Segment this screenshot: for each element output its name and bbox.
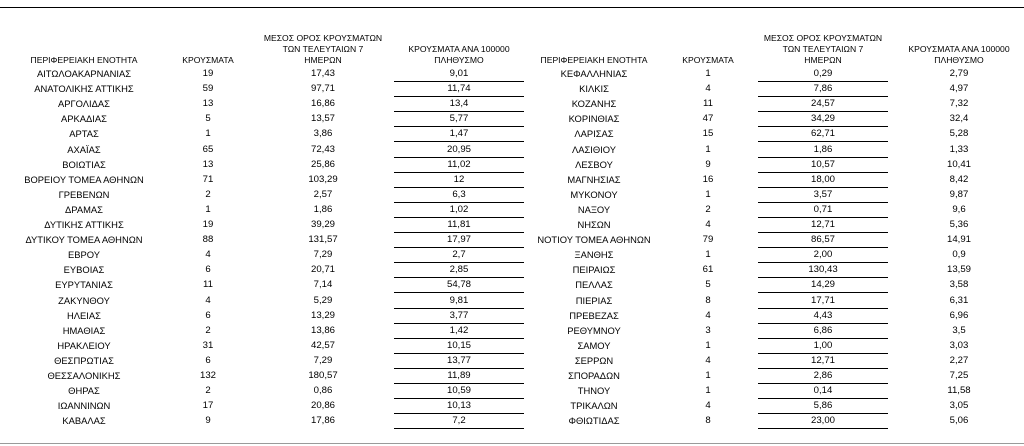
region-cell: ΛΑΡΙΣΑΣ (574, 128, 614, 140)
avg7-cell: 0,14 (758, 383, 888, 399)
region-cell: ΘΕΣΠΡΩΤΙΑΣ (54, 354, 114, 366)
avg7-cell: 13,29 (310, 309, 335, 321)
cases-cell: 9 (705, 158, 711, 170)
cases-cell: 1 (705, 249, 711, 261)
region-cell: ΤΡΙΚΑΛΩΝ (570, 400, 618, 412)
region-cell: ΜΥΚΟΝΟΥ (570, 188, 618, 200)
cases-cell: 6 (205, 309, 211, 321)
region-cell: ΔΥΤΙΚΗΣ ΑΤΤΙΚΗΣ (44, 219, 124, 230)
region-cell: ΣΠΟΡΑΔΩΝ (568, 370, 620, 381)
avg7-cell: 12,71 (758, 353, 888, 369)
per100k-cell: 7,25 (949, 370, 969, 381)
cases-cell: 2 (705, 203, 711, 215)
cases-cell: 61 (702, 264, 714, 276)
per100k-cell: 6,31 (949, 294, 969, 306)
avg7-cell: 0,86 (313, 385, 333, 397)
per100k-cell: 9,01 (394, 66, 524, 82)
avg7-cell: 20,86 (310, 400, 335, 412)
header-cases: ΚΡΟΥΣΜΑΤΑ (682, 55, 734, 65)
cases-cell: 4 (705, 83, 711, 95)
region-cell: ΔΡΑΜΑΣ (65, 203, 103, 215)
region-cell: ΑΧΑΪΑΣ (67, 143, 101, 155)
cases-cell: 4 (705, 400, 711, 412)
region-cell: ΕΒΡΟΥ (67, 249, 100, 261)
region-cell: ΛΑΣΙΘΙΟΥ (571, 143, 617, 155)
cases-cell: 65 (202, 143, 214, 155)
per100k-cell: 3,77 (394, 308, 524, 324)
region-cell: ΚΑΒΑΛΑΣ (62, 415, 106, 427)
cases-cell: 8 (705, 415, 711, 427)
region-cell: ΗΡΑΚΛΕΙΟΥ (57, 339, 111, 351)
per100k-cell: 6,3 (394, 187, 524, 203)
cases-cell: 13 (202, 158, 214, 170)
region-cell: ΕΥΒΟΙΑΣ (63, 264, 105, 276)
per100k-cell: 11,74 (394, 81, 524, 97)
region-cell: ΘΗΡΑΣ (68, 385, 100, 397)
cases-cell: 31 (202, 339, 214, 351)
cases-cell: 1 (705, 385, 711, 397)
per100k-cell: 3,58 (949, 279, 969, 291)
cases-cell: 79 (702, 234, 714, 246)
cases-cell: 19 (202, 219, 214, 230)
avg7-cell: 2,86 (758, 368, 888, 384)
avg7-cell: 86,57 (758, 232, 888, 248)
cases-cell: 1 (705, 339, 711, 351)
per100k-cell: 54,78 (394, 277, 524, 293)
top-rule (0, 7, 1024, 8)
cases-cell: 4 (205, 294, 211, 306)
cases-cell: 6 (205, 264, 211, 276)
region-cell: ΠΡΕΒΕΖΑΣ (569, 309, 619, 321)
per100k-cell: 8,42 (949, 173, 969, 185)
cases-cell: 8 (705, 294, 711, 306)
per100k-cell: 5,06 (949, 415, 969, 427)
per100k-cell: 10,59 (394, 383, 524, 399)
avg7-cell: 72,43 (310, 143, 335, 155)
per100k-cell: 1,02 (394, 202, 524, 218)
avg7-cell: 16,86 (310, 98, 335, 110)
per100k-cell: 13,4 (394, 96, 524, 112)
avg7-cell: 180,57 (308, 370, 338, 381)
region-cell: ΜΑΓΝΗΣΙΑΣ (567, 173, 621, 185)
per100k-cell: 2,79 (949, 68, 969, 79)
per100k-cell: 2,27 (949, 354, 969, 366)
cases-cell: 17 (202, 400, 214, 412)
avg7-cell: 20,71 (310, 264, 335, 276)
header-region: ΠΕΡΙΦΕΡΕΙΑΚΗ ΕΝΟΤΗΤΑ (30, 55, 138, 65)
cases-cell: 132 (199, 370, 216, 381)
per100k-cell: 20,95 (394, 142, 524, 158)
per100k-cell: 9,87 (949, 188, 969, 200)
region-cell: ΠΙΕΡΙΑΣ (575, 294, 613, 306)
region-cell: ΚΙΛΚΙΣ (579, 83, 609, 95)
avg7-cell: 12,71 (758, 217, 888, 233)
cases-cell: 6 (205, 354, 211, 366)
per100k-cell: 10,15 (394, 338, 524, 354)
cases-cell: 2 (205, 188, 211, 200)
cases-cell: 15 (702, 128, 714, 140)
region-cell: ΙΩΑΝΝΙΝΩΝ (57, 400, 111, 412)
region-cell: ΑΡΚΑΔΙΑΣ (61, 113, 107, 125)
region-cell: ΤΗΝΟΥ (577, 385, 611, 397)
cases-cell: 19 (202, 68, 214, 79)
cases-cell: 71 (202, 173, 214, 185)
avg7-cell: 7,29 (313, 354, 333, 366)
region-cell: ΑΡΤΑΣ (69, 128, 99, 140)
avg7-cell: 42,57 (310, 339, 335, 351)
cases-cell: 1 (705, 188, 711, 200)
per100k-cell: 14,91 (946, 234, 971, 246)
per100k-cell: 1,33 (949, 143, 969, 155)
per100k-cell: 9,6 (952, 203, 966, 215)
per100k-cell: 13,59 (946, 264, 971, 276)
cases-cell: 9 (205, 415, 211, 427)
avg7-cell: 23,00 (758, 413, 888, 429)
region-cell: ΒΟΡΕΙΟΥ ΤΟΜΕΑ ΑΘΗΝΩΝ (24, 173, 144, 185)
region-cell: ΝΟΤΙΟΥ ΤΟΜΕΑ ΑΘΗΝΩΝ (537, 234, 651, 246)
region-cell: ΣΑΜΟΥ (577, 339, 611, 351)
per100k-cell: 5,77 (394, 111, 524, 127)
per100k-cell: 11,02 (394, 157, 524, 173)
cases-cell: 3 (705, 324, 711, 336)
region-cell: ΝΑΞΟΥ (577, 203, 611, 215)
per100k-cell: 32,4 (949, 113, 969, 125)
cases-cell: 4 (205, 249, 211, 261)
avg7-cell: 7,14 (313, 279, 333, 291)
per100k-cell: 5,28 (949, 128, 969, 140)
region-cell: ΠΕΛΛΑΣ (575, 279, 613, 291)
avg7-cell: 0,29 (758, 66, 888, 82)
cases-cell: 13 (202, 98, 214, 110)
avg7-cell: 39,29 (310, 219, 335, 230)
avg7-cell: 10,57 (758, 157, 888, 173)
avg7-cell: 5,86 (758, 398, 888, 414)
bottom-rule (0, 443, 1024, 444)
per100k-cell: 10,41 (946, 158, 971, 170)
region-cell: ΔΥΤΙΚΟΥ ΤΟΜΕΑ ΑΘΗΝΩΝ (25, 234, 143, 246)
avg7-cell: 24,57 (758, 96, 888, 112)
per100k-cell: 11,89 (394, 368, 524, 384)
region-cell: ΝΗΣΩΝ (577, 219, 611, 230)
region-cell: ΦΘΙΩΤΙΔΑΣ (568, 415, 620, 427)
region-cell: ΡΕΘΥΜΝΟΥ (567, 324, 621, 336)
region-cell: ΓΡΕΒΕΝΩΝ (58, 188, 110, 200)
per100k-cell: 5,36 (949, 219, 969, 230)
avg7-cell: 2,00 (758, 247, 888, 263)
region-cell: ΠΕΙΡΑΙΩΣ (572, 264, 616, 276)
avg7-cell: 5,29 (313, 294, 333, 306)
avg7-cell: 4,43 (758, 308, 888, 324)
cases-cell: 11 (703, 98, 713, 110)
cases-cell: 47 (702, 113, 714, 125)
region-cell: ΑΡΓΟΛΙΔΑΣ (58, 98, 110, 110)
region-cell: ΑΙΤΩΛΟΑΚΑΡΝΑΝΙΑΣ (36, 68, 132, 79)
cases-cell: 88 (202, 234, 214, 246)
avg7-cell: 13,86 (310, 324, 335, 336)
avg7-cell: 18,00 (758, 172, 888, 188)
region-cell: ΘΕΣΣΑΛΟΝΙΚΗΣ (47, 370, 121, 381)
avg7-cell: 14,29 (758, 277, 888, 293)
region-cell: ΗΛΕΙΑΣ (67, 309, 101, 321)
region-cell: ΚΟΡΙΝΘΙΑΣ (568, 113, 620, 125)
avg7-cell: 131,57 (308, 234, 338, 246)
region-cell: ΚΕΦΑΛΛΗΝΙΑΣ (560, 68, 628, 79)
avg7-cell: 130,43 (758, 262, 888, 278)
avg7-cell: 6,86 (758, 323, 888, 339)
per100k-cell: 3,05 (949, 400, 969, 412)
avg7-cell: 7,29 (313, 249, 333, 261)
region-cell: ΣΕΡΡΩΝ (574, 354, 614, 366)
avg7-cell: 25,86 (310, 158, 335, 170)
per100k-cell: 11,81 (394, 217, 524, 233)
region-cell: ΑΝΑΤΟΛΙΚΗΣ ΑΤΤΙΚΗΣ (34, 83, 134, 95)
cases-cell: 4 (705, 219, 711, 230)
region-cell: ΛΕΣΒΟΥ (575, 158, 613, 170)
per100k-cell: 3,5 (952, 324, 966, 336)
avg7-cell: 17,43 (310, 68, 335, 79)
avg7-cell: 34,29 (758, 111, 888, 127)
region-cell: ΖΑΚΥΝΘΟΥ (58, 294, 110, 306)
cases-cell: 4 (705, 309, 711, 321)
per100k-cell: 1,42 (394, 323, 524, 339)
per100k-cell: 13,77 (394, 353, 524, 369)
per100k-cell: 9,81 (394, 293, 524, 309)
avg7-cell: 7,86 (758, 81, 888, 97)
region-cell: ΗΜΑΘΙΑΣ (62, 324, 106, 336)
avg7-cell: 3,57 (758, 187, 888, 203)
avg7-cell: 103,29 (308, 173, 338, 185)
per100k-cell: 7,32 (949, 98, 969, 110)
avg7-cell: 1,86 (313, 203, 333, 215)
header-avg7: ΜΕΣΟΣ ΟΡΟΣ ΚΡΟΥΣΜΑΤΩΝ ΤΩΝ ΤΕΛΕΥΤΑΙΩΝ 7 ΗΜΕΡΩΝ (763, 33, 883, 65)
avg7-cell: 13,57 (310, 113, 335, 125)
cases-cell: 16 (702, 173, 714, 185)
avg7-cell: 97,71 (310, 83, 335, 95)
avg7-cell: 1,86 (758, 142, 888, 158)
per100k-cell: 6,96 (949, 309, 969, 321)
per100k-cell: 4,97 (949, 83, 969, 95)
cases-cell: 5 (705, 279, 711, 291)
cases-cell: 4 (705, 354, 711, 366)
cases-cell: 1 (205, 203, 211, 215)
per100k-cell: 17,97 (394, 232, 524, 248)
per100k-cell: 1,47 (394, 126, 524, 142)
cases-cell: 1 (205, 128, 211, 140)
cases-cell: 1 (705, 370, 711, 381)
header-per100k: ΚΡΟΥΣΜΑΤΑ ΑΝΑ 100000 ΠΛΗΘΥΣΜΟ (908, 44, 1010, 65)
per100k-cell: 2,7 (394, 247, 524, 263)
avg7-cell: 0,71 (758, 202, 888, 218)
cases-cell: 5 (205, 113, 211, 125)
avg7-cell: 1,00 (758, 338, 888, 354)
avg7-cell: 62,71 (758, 126, 888, 142)
avg7-cell: 17,86 (310, 415, 335, 427)
region-cell: ΒΟΙΩΤΙΑΣ (62, 158, 106, 170)
avg7-cell: 2,57 (313, 188, 333, 200)
region-cell: ΚΟΖΑΝΗΣ (571, 98, 617, 110)
avg7-cell: 3,86 (313, 128, 333, 140)
per100k-cell: 10,13 (394, 398, 524, 414)
header-avg7: ΜΕΣΟΣ ΟΡΟΣ ΚΡΟΥΣΜΑΤΩΝ ΤΩΝ ΤΕΛΕΥΤΑΙΩΝ 7 ΗΜΕΡΩΝ (263, 33, 383, 65)
region-cell: ΞΑΝΘΗΣ (574, 249, 614, 261)
per100k-cell: 7,2 (394, 413, 524, 429)
cases-cell: 59 (202, 83, 214, 95)
per100k-cell: 2,85 (394, 262, 524, 278)
region-cell: ΕΥΡΥΤΑΝΙΑΣ (55, 279, 113, 291)
per100k-cell: 12 (394, 172, 524, 188)
per100k-cell: 0,9 (952, 249, 966, 261)
header-cases: ΚΡΟΥΣΜΑΤΑ (182, 55, 234, 65)
avg7-cell: 17,71 (758, 293, 888, 309)
header-region: ΠΕΡΙΦΕΡΕΙΑΚΗ ΕΝΟΤΗΤΑ (540, 55, 648, 65)
cases-cell: 1 (705, 68, 711, 79)
header-per100k: ΚΡΟΥΣΜΑΤΑ ΑΝΑ 100000 ΠΛΗΘΥΣΜΟ (408, 44, 510, 65)
cases-cell: 2 (205, 324, 211, 336)
per100k-cell: 3,03 (949, 339, 969, 351)
per100k-cell: 11,58 (947, 385, 971, 397)
cases-cell: 1 (705, 143, 711, 155)
cases-cell: 11 (203, 279, 213, 291)
cases-cell: 2 (205, 385, 211, 397)
